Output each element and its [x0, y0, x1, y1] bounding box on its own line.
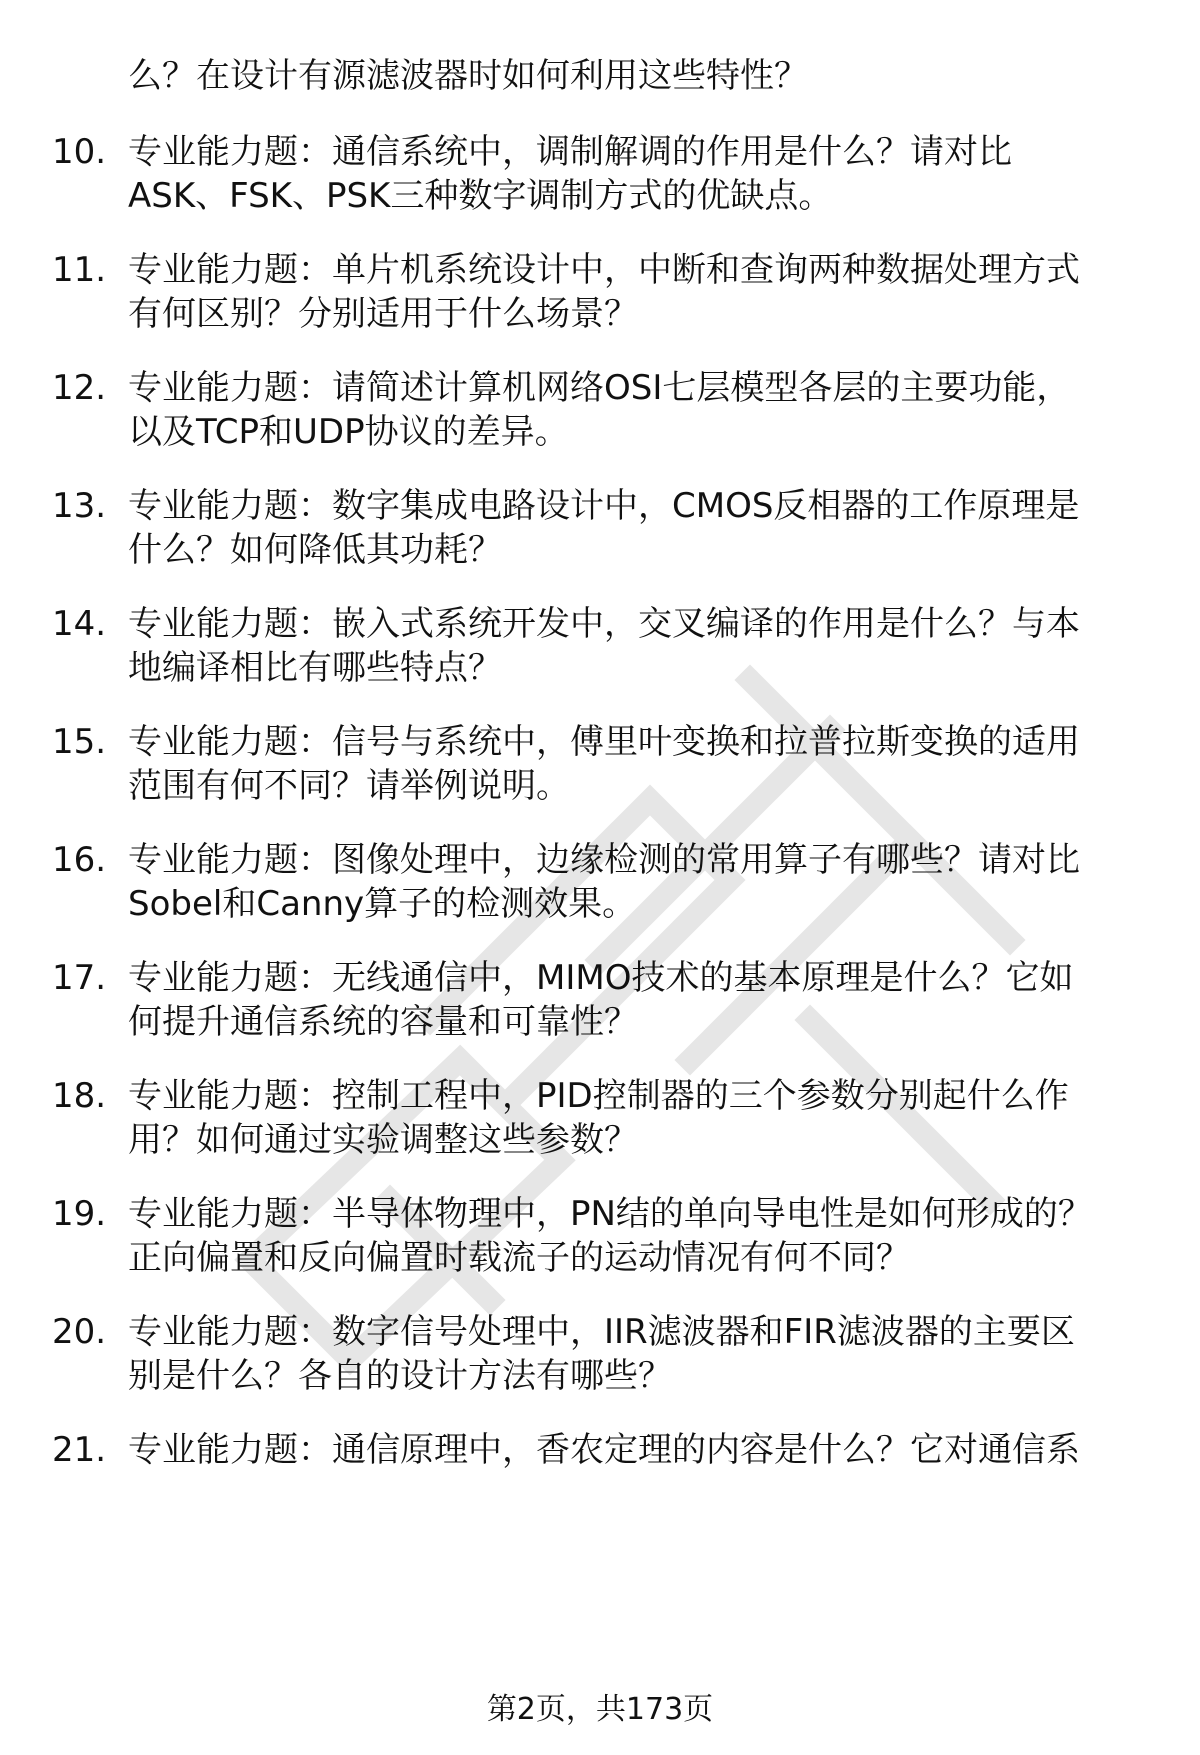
question-text-line: 什么？如何降低其功耗？ [128, 530, 502, 570]
question-number: 19. [52, 1194, 107, 1234]
question-text-line: 专业能力题：数字信号处理中，IIR滤波器和FIR滤波器的主要区 [128, 1312, 1075, 1352]
question-text-line: Sobel和Canny算子的检测效果。 [128, 884, 637, 924]
question-text-line: 专业能力题：数字集成电路设计中，CMOS反相器的工作原理是 [128, 486, 1080, 526]
question-text-line: ASK、FSK、PSK三种数字调制方式的优缺点。 [128, 176, 833, 216]
question-number: 21. [52, 1430, 107, 1470]
question-number: 11. [52, 250, 107, 290]
question-9-continuation: 么？在设计有源滤波器时如何利用这些特性？ [128, 56, 808, 96]
question-number: 13. [52, 486, 107, 526]
question-text-line: 用？如何通过实验调整这些参数？ [128, 1120, 638, 1160]
question-number: 17. [52, 958, 107, 998]
question-text-line: 正向偏置和反向偏置时载流子的运动情况有何不同？ [128, 1238, 910, 1278]
question-text-line: 专业能力题：单片机系统设计中，中断和查询两种数据处理方式 [128, 250, 1080, 290]
question-text-line: 范围有何不同？请举例说明。 [128, 766, 570, 806]
question-text-line: 何提升通信系统的容量和可靠性？ [128, 1002, 638, 1042]
question-text-line: 专业能力题：半导体物理中，PN结的单向导电性是如何形成的？ [128, 1194, 1092, 1234]
question-text-line: 专业能力题：通信原理中，香农定理的内容是什么？它对通信系 [128, 1430, 1080, 1470]
question-text-line: 专业能力题：控制工程中，PID控制器的三个参数分别起什么作 [128, 1076, 1069, 1116]
question-text-line: 专业能力题：无线通信中，MIMO技术的基本原理是什么？它如 [128, 958, 1074, 998]
question-text-line: 专业能力题：通信系统中，调制解调的作用是什么？请对比 [128, 132, 1012, 172]
question-number: 14. [52, 604, 107, 644]
question-text-line: 以及TCP和UDP协议的差异。 [128, 412, 569, 452]
question-text-line: 专业能力题：请简述计算机网络OSI七层模型各层的主要功能， [128, 368, 1071, 408]
question-text-line: 专业能力题：图像处理中，边缘检测的常用算子有哪些？请对比 [128, 840, 1080, 880]
question-number: 12. [52, 368, 107, 408]
question-number: 18. [52, 1076, 107, 1116]
question-number: 16. [52, 840, 107, 880]
page-footer: 第2页，共173页 [486, 1692, 714, 1727]
question-text-line: 别是什么？各自的设计方法有哪些？ [128, 1356, 672, 1396]
question-text-line: 专业能力题：嵌入式系统开发中，交叉编译的作用是什么？与本 [128, 604, 1080, 644]
question-text-line: 有何区别？分别适用于什么场景？ [128, 294, 638, 334]
question-number: 15. [52, 722, 107, 762]
question-text-line: 地编译相比有哪些特点？ [128, 648, 502, 688]
question-number: 10. [52, 132, 107, 172]
question-text-line: 专业能力题：信号与系统中，傅里叶变换和拉普拉斯变换的适用 [128, 722, 1080, 762]
question-number: 20. [52, 1312, 107, 1352]
